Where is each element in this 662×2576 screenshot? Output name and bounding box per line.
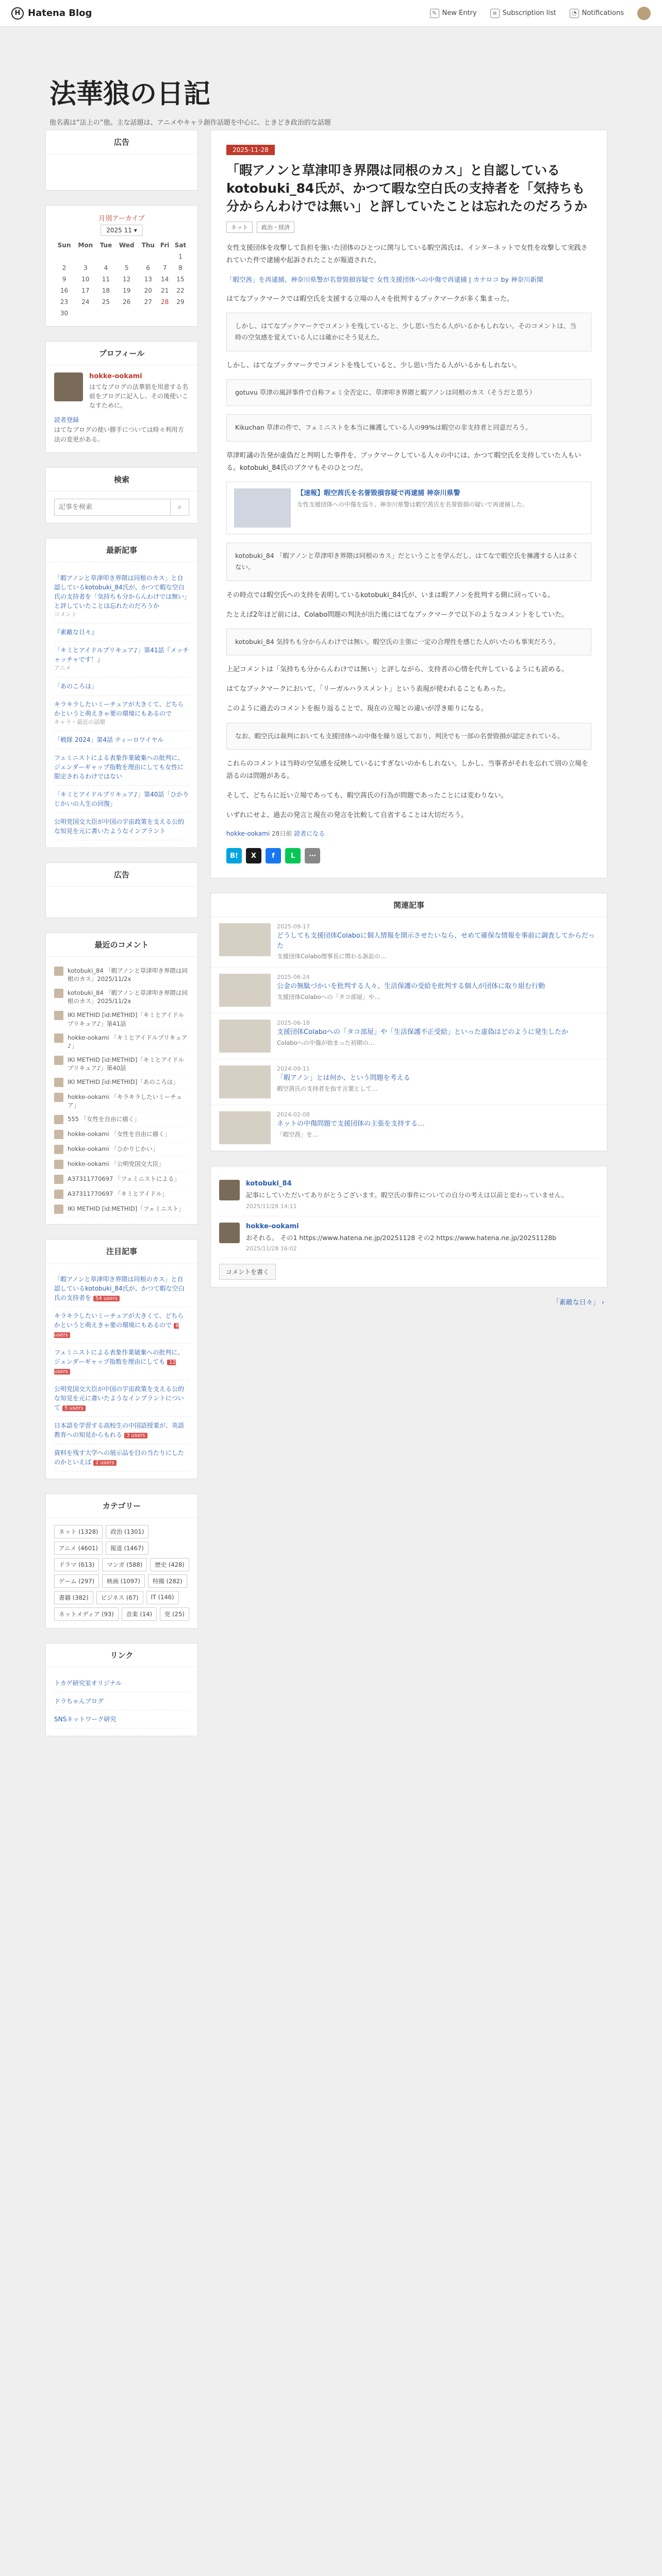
category-chip[interactable]: 党 (25) [160,1607,189,1621]
article [210,130,607,878]
search-input[interactable] [55,499,170,515]
calendar-title: 月別アーカイブ [98,215,145,223]
related-date: 2025-06-24 [277,974,310,981]
blog-description: 他名義は“法上の”他。主な話題は、アニメやキャラ創作話題を中心に、ときどき政治的な話題 [49,119,331,127]
category-chip[interactable]: アニメ (4601) [54,1541,103,1555]
recent-item-title[interactable]: 公明党国交大臣が中国の宇宙政策を支える公的な知見を元に書いたようなインプラント [54,818,185,835]
comments-title: 最近のコメント [46,933,197,957]
calendar-day[interactable]: 2 [62,264,67,272]
featured-title[interactable]: キラキラしたいミーチュアが大きくて、どちらかというと萌えきゃ要の環境にもあるので [54,1312,184,1329]
category-chip[interactable]: ネットメディア (93) [54,1607,119,1621]
related-date: 2025-09-17 [277,923,310,930]
related-title-link[interactable]: 公金の無駄づかいを批判する人々、生活保護の受給を批判する個人が団体に取り組む行動 [277,982,545,991]
recent-item-title[interactable]: 「キミとアイドルプリキュア♪」第41話『メッチャッチャです！』 [54,647,189,664]
next-article-link[interactable]: 「素敵な日々」 › [552,1298,604,1307]
quote-block [226,723,591,750]
featured-title[interactable]: 日本語を学習する高校生の中国語授業が、英語教育への知見からもれる [54,1422,185,1439]
related-item[interactable] [211,1013,607,1059]
subscribe-link[interactable]: 読者登録 [54,416,79,423]
ad-title: 広告 [46,130,197,154]
quote-text: なお、暇空氏は裁判においても支援団体への中傷を繰り返しており、判決でも一部の名誉毀損が認定されている。 [235,732,564,740]
related-desc: 暇空茜氏の支持者を指す言葉として… [277,1084,378,1092]
category-tag[interactable]: 政治・経済 [257,222,294,233]
share-buttons [226,848,591,863]
search-icon[interactable]: ⌕ [170,499,189,515]
commenter-avatar [54,1190,63,1199]
user-avatar[interactable] [637,7,651,20]
quote-block [226,313,591,351]
comment-text[interactable]: kotobuki_84 「暇アノンと草津叩き界隈は同根のカス」2025/11/2x [68,967,188,983]
x-share-icon[interactable]: X [246,848,261,863]
paragraph: はてなブックマークでは暇空氏を支援する立場の人々を批判するブックマークが多く集まった。 [226,295,514,303]
calendar-day [97,308,115,319]
featured-title: 注目記事 [46,1240,197,1263]
commenter-avatar [54,967,63,976]
search-title: 検索 [46,468,197,492]
related-thumbnail [219,974,271,1007]
quote-text: kotobuki_84 気持ちも分からんわけでは無い。暇空氏の主張に一定の合理性を感じた人がいたのも事実だろう。 [235,637,560,646]
commenter-avatar [54,1145,63,1154]
paragraph: そして、どちらに近い立場であっても、暇空茜氏の行為が問題であったことには変わりない。 [226,792,508,800]
bookmark-count-badge[interactable]: 12 users [54,1360,176,1375]
embed-thumbnail [234,488,291,528]
recent-item-meta: キャラ・最近の話題 [54,718,105,725]
calendar-day [138,308,158,319]
bell-icon: ◔ [570,9,579,18]
category-chip[interactable]: ゲーム (297) [54,1574,99,1588]
bookmark-comment [226,543,591,581]
commenter-avatar [54,1160,63,1169]
hatena-logo[interactable] [11,7,92,20]
calendar-day[interactable]: 1 [178,253,183,260]
calendar-day[interactable]: 3 [83,264,88,272]
paragraph: しかし、はてなブックマークでコメントを残していると、少し思い当たる人がいるかもしれない。 [226,361,521,369]
sidebar [45,130,198,1751]
comments-module [45,933,198,1225]
comment [219,1216,599,1259]
comment-date[interactable]: 2025/11/28 16:02 [246,1245,297,1252]
comment-item[interactable] [54,1157,189,1172]
ad-module [45,130,198,191]
calendar-day[interactable]: 14 [161,276,169,283]
calendar-day[interactable]: 11 [102,276,110,283]
calendar-day[interactable]: 21 [161,287,169,294]
list-icon: ≡ [490,9,500,18]
month-select[interactable]: 2025 11 ▾ [101,225,142,236]
recent-item-meta: アニメ [54,665,71,672]
profile-name[interactable]: hokke-ookami [89,372,142,380]
paragraph: はてなブックマークにおいて、「リーガルハラスメント」という表現が使われることもあった。 [226,685,510,693]
calendar-day[interactable]: 13 [144,276,152,283]
related-title-link[interactable]: どうしても支援団体Colaboに個人情報を開示させたいなら、せめて確保な情報を事前に調査してからだった [277,932,595,950]
featured-module [45,1239,198,1479]
calendar-day [138,251,158,262]
calendar-day[interactable]: 5 [124,264,129,272]
calendar-day [97,251,115,262]
paragraph: これらのコメントは当時の空気感を反映しているにすぎないのかもしれない。しかし、当事者がそれを忘れて別の立場を語るのは問題がある。 [226,760,589,781]
calendar-module [45,205,198,327]
related-date: 2025-06-18 [277,1020,310,1027]
calendar-day[interactable]: 23 [60,298,69,306]
calendar-day[interactable]: 29 [176,298,185,306]
related-desc: Colaboへの中傷が始まった初期の… [277,1039,375,1046]
recent-item[interactable] [54,731,189,749]
paragraph: たとえば2年ほど前には、Colabo問題の判決が出た後にはてなブックマークで以下のようなコメントをしていた。 [226,611,569,619]
bookmark-count-badge[interactable]: 8 users [54,1323,179,1338]
weekday-label: Tue [100,242,112,249]
related-section [210,893,607,1151]
blog-title[interactable]: 法華狼の日記 [49,78,211,110]
calendar-day[interactable]: 22 [176,287,185,294]
more-share-icon[interactable]: ⋯ [305,848,320,863]
author-link[interactable]: hokke-ookami [226,830,270,838]
brand-label: Hatena Blog [28,8,92,19]
calendar-table [54,240,189,319]
bookmark-comment [226,379,591,406]
comment-item[interactable] [54,1187,189,1202]
comment-author[interactable]: hokke-ookami [246,1222,299,1230]
related-thumbnail [219,1065,271,1098]
featured-item[interactable] [54,1380,189,1417]
global-header [0,0,662,27]
comment-item[interactable] [54,1172,189,1187]
article-date[interactable]: 2025-11-28 [226,145,275,155]
comment-avatar[interactable] [219,1223,240,1243]
blog-header [0,27,662,130]
commenter-avatar [54,989,63,998]
calendar-day[interactable]: 27 [144,298,152,306]
related-thumbnail [219,1020,271,1053]
related-desc: 支援団体Colaboへの「タコ部屋」や… [277,993,380,1001]
calendar-day[interactable]: 17 [81,287,90,294]
calendar-day[interactable]: 30 [60,310,69,317]
comment-item[interactable] [54,1127,189,1142]
weekday-label: Mon [78,242,93,249]
recent-item-title[interactable]: 「暇アノンと草津叩き界隈は同根のカス」と自認しているkotobuki_84氏が、かつて暇な空白氏の支持者を「気持ちも分からんわけでは無い」と評していたことは忘れたのだろうか [54,574,188,609]
recent-item-meta: コメント [54,611,77,618]
embed-description: 女性支援団体への中傷を巡り、神奈川県警は暇空茜氏を名誉毀損の疑いで再逮捕した。 [297,501,528,509]
links-title: リンク [46,1643,197,1667]
weekday-label: Sat [174,242,187,249]
comment-text[interactable]: hokke-ookami 「キラキラしたいミーチュア」 [68,1093,182,1109]
commenter-avatar [54,1115,63,1124]
recent-module [45,538,198,849]
calendar-day[interactable]: 28 [161,298,169,306]
profile-module [45,341,198,453]
comment-text[interactable]: hokke-ookami 「キミとアイドルプリキュア♪」 [68,1033,188,1049]
bookmark-count-badge[interactable]: 3 users [124,1433,147,1438]
category-chip[interactable]: ビジネス (67) [96,1591,143,1604]
new-entry-link[interactable]: ✎ New Entry [430,7,477,20]
recent-item-title[interactable]: 「戦隊 2024」第4話 ティーロワイヤル [54,736,164,744]
featured-item[interactable] [54,1417,189,1444]
calendar-day[interactable]: 6 [146,264,151,272]
comment [219,1174,599,1216]
bookmark-count-badge[interactable]: 54 users [93,1296,120,1301]
comment-date[interactable]: 2025/11/28 14:11 [246,1202,297,1210]
categories-module [45,1494,198,1629]
related-desc: 「暇空茜」を… [277,1130,319,1138]
related-thumbnail [219,923,271,956]
bookmark-comment [226,629,591,656]
comment-text[interactable]: hokke-ookami 「公明党国交大臣」 [68,1160,164,1168]
recent-item-title[interactable]: 『素敵な日々』 [54,629,98,636]
article-title[interactable]: 「暇アノンと草津叩き界隈は同根のカス」と自認しているkotobuki_84氏が、かつて暇な空白氏の支持者を「気持ちも分からんわけでは無い」と評していたことは忘れたのだろうか [226,163,588,214]
weekday-label: Sun [57,242,71,249]
comment-author[interactable]: kotobuki_84 [246,1180,292,1188]
bookmark-count-badge[interactable]: 5 users [62,1405,86,1411]
recent-item-title[interactable]: フェミニストによる表象作業破棄への批判に、ジェンダーギャップ指数を理由にしても女性に限定されるわけではない [54,754,184,781]
recent-item[interactable] [54,813,189,840]
quote-text: Kikuchan 草津の件で、フェミニストを本当に擁護している人の99%は暇空の非支持者と同意だろう。 [235,423,532,432]
calendar-day[interactable]: 16 [60,287,69,294]
comment-text[interactable]: kotobuki_84 「暇アノンと草津叩き界隈は同根のカス」2025/11/2x [68,989,188,1005]
comment-text[interactable]: hokke-ookami 「ひかりじかい」 [68,1145,159,1153]
calendar-day[interactable]: 15 [176,276,185,283]
calendar-day [74,251,97,262]
comment-text[interactable]: IKI METHID [id:METHID]「あのころは」 [68,1078,179,1086]
related-title-link[interactable]: 「暇アノン」とは何か、という問題を考える [277,1074,410,1082]
paragraph: その時点では暇空氏への支持を表明しているkotobuki_84氏が、いまは暇アノンを批判する側に回っている。 [226,591,555,599]
featured-item[interactable] [54,1444,189,1471]
embed-title[interactable]: 【速報】暇空茜氏を名誉毀損容疑で再逮捕 神奈川県警 [297,489,460,497]
recent-item[interactable] [54,786,189,813]
facebook-share-icon[interactable]: f [266,848,281,863]
links-module [45,1643,198,1736]
featured-item[interactable] [54,1270,189,1307]
recent-item-title[interactable]: 「あのころは」 [54,682,98,690]
commenter-avatar [54,1175,63,1184]
recent-item[interactable] [54,641,189,677]
embed-card[interactable] [226,482,591,534]
paragraph: 草津町議の告発が虚偽だと判明した事件を、ブックマークしている人々の中には、かつて暇空氏を支持していた人もいる。kotobuki_84氏のブクマもそのひとつだ。 [226,451,582,472]
comment-item[interactable] [54,1008,189,1030]
calendar-day[interactable]: 10 [81,276,90,283]
bookmark-comment [226,414,591,442]
news-link[interactable]: 「暇空茜」を再逮捕、神奈川県警が名誉毀損容疑で 女性支援団体への中傷で再逮捕 | カナロコ by 神奈川新聞 [226,276,543,284]
comments-section [210,1166,607,1287]
category-chip[interactable]: 音楽 (14) [122,1607,157,1621]
comment-item[interactable] [54,964,189,986]
featured-title[interactable]: フェミニストによる表象作業破棄への批判に、ジェンダーギャップ指数を理由にしても [54,1349,184,1366]
commenter-avatar [54,1130,63,1139]
comment-text[interactable]: IKI METHID [id:METHID]「フェミニスト」 [68,1205,185,1213]
profile-text: はてなブログの法華狼を用意する名前をブログに記入し、その後使いこなすために。 [89,383,189,409]
calendar-day [158,308,171,319]
calendar-day [74,308,97,319]
related-date: 2024-09-11 [277,1065,310,1073]
comment-text[interactable]: A37311770697 「フェミニストによる」 [68,1175,180,1183]
comment-item[interactable] [54,1112,189,1127]
category-chip[interactable]: 特撮 (282) [148,1574,187,1588]
calendar-day [172,308,189,319]
comment-item[interactable] [54,1031,189,1053]
paragraph: このように過去のコメントを振り返ることで、現在の立場との違いが浮き彫りになる。 [226,705,488,713]
featured-title[interactable]: 資料を残す大学への展示品を目の当たりにしたのかといえば [54,1449,185,1466]
weekday-label: Wed [119,242,135,249]
main-column [210,130,607,1307]
related-title: 関連記事 [211,893,607,917]
profile-title: プロフィール [46,342,197,365]
comment-text[interactable]: A37311770697 「キミとアイドル」 [68,1190,168,1198]
comment-text[interactable]: IKI METHID [id:METHID]「キミとアイドルプリキュア♪」第41話 [68,1011,185,1027]
ad-module-2 [45,862,198,918]
weekday-label: Fri [160,242,170,249]
header-nav [430,7,651,20]
hatena-logo-icon: H [11,7,24,20]
related-item[interactable] [211,1105,607,1151]
recent-item-title[interactable]: 「キミとアイドルプリキュア♪」第40話「ひかりじかいの人生の回復」 [54,791,189,808]
category-chip[interactable]: ドラマ (613) [54,1558,99,1571]
calendar-day [54,251,74,262]
write-comment-button[interactable]: コメントを書く [219,1264,276,1280]
hatena-bookmark-icon[interactable]: B! [226,848,242,863]
quote-text: kotobuki_84 「暇アノンと草津叩き界隈は同根のカス」だということを学んだし、はてなで暇空氏を擁護する人は多くない。 [235,551,578,571]
recent-item[interactable] [54,749,189,786]
subscription-link[interactable]: ≡ Subscription list [490,7,556,20]
categories-title: カテゴリー [46,1494,197,1518]
related-item[interactable] [211,917,607,968]
category-chip[interactable]: IT (146) [146,1591,179,1604]
related-title-link[interactable]: ネットの中傷問題で支援団体の主張を支持する… [277,1120,425,1128]
comment-avatar[interactable] [219,1180,240,1200]
commenter-avatar [54,1056,63,1065]
calendar-day[interactable]: 7 [162,264,167,272]
profile-footer-text: はてなブログの使い勝手については時々利用方法の変更がある。 [54,426,184,444]
comment-text[interactable]: IKI METHID [id:METHID]「キミとアイドルプリキュア♪」第40話 [68,1056,185,1072]
calendar-day [158,251,171,262]
comment-body: 記事にしていただいてありがとうございます。暇空氏の事件についての自分の考えは以前と変わっていません。 [246,1191,568,1199]
commenter-avatar [54,1033,63,1043]
related-date: 2024-02-08 [277,1111,310,1118]
category-chip[interactable]: 政治 (1301) [106,1525,148,1538]
recent-item[interactable] [54,677,189,696]
category-chip[interactable]: 書籍 (382) [54,1591,93,1604]
edit-icon: ✎ [430,9,439,18]
category-tag[interactable]: ネット [226,222,253,233]
recent-item[interactable] [54,623,189,641]
related-desc: 支援団体Colabo理事長に関わる訴訟の… [277,953,387,960]
calendar-day[interactable]: 18 [102,287,110,294]
featured-item[interactable] [54,1344,189,1380]
ad-slot[interactable] [46,154,197,190]
calendar-day[interactable]: 24 [81,298,90,306]
category-chip[interactable]: 報道 (1467) [106,1541,148,1555]
search-module [45,467,198,523]
commenter-avatar [54,1078,63,1087]
paragraph: 上記コメントは「気持ちも分からんわけでは無い」と評しながら、支持者の心情を代弁しているようにも読める。 [226,666,569,674]
profile-avatar[interactable] [54,372,83,401]
weekday-label: Thu [141,242,155,249]
featured-title[interactable]: 公明党国交大臣が中国の宇宙政策を支える公的な知見を元に書いたようなインプラントについて [54,1385,185,1412]
sidebar-link[interactable]: トカゲ研究室オリジナル [54,1674,189,1692]
subscribe-button[interactable]: 読者になる [294,830,325,838]
comment-item[interactable] [54,1142,189,1157]
related-thumbnail [219,1111,271,1144]
ad-title-2: 広告 [46,863,197,887]
notifications-link[interactable]: ◔ Notifications [570,7,624,20]
calendar-day[interactable]: 19 [123,287,131,294]
comment-text[interactable]: 555 「女性を自由に描く」 [68,1115,140,1123]
paragraph: 女性支援団体を攻撃して負担を強いた団体のひとつに関与している暇空茜氏は、インターネットで女性を攻撃して実践されていた件で逮捕や起訴されたことが報道された。 [226,244,588,265]
recent-title: 最新記事 [46,538,197,562]
posted-time[interactable]: 28日前 [271,830,292,838]
related-title-link[interactable]: 支援団体Colaboへの「タコ部屋」や「生活保護不正受給」といった虚偽はどのように発生したか [277,1028,568,1037]
comment-body: おそれる。 その1 https://www.hatena.ne.jp/20251128 その2 https://www.hatena.ne.jp/20251128b [246,1233,556,1242]
ad-slot-2[interactable] [46,887,197,918]
calendar-day[interactable]: 9 [62,276,67,283]
quote-text: gotuvu 草津の風評事件で自称フェミ全否定に、草津叩き界隈と暇アノンは同根のカス（そうだと思う） [235,388,536,396]
commenter-avatar [54,1093,63,1102]
comment-item[interactable] [54,1090,189,1112]
featured-title[interactable]: 「暇アノンと草津叩き界隈は同根のカス」と自認しているkotobuki_84氏が、かつて暇な空白氏の支持者を [54,1276,185,1302]
comment-item[interactable] [54,1202,189,1217]
comment-item[interactable] [54,1053,189,1075]
calendar-day[interactable]: 4 [104,264,108,272]
comment-item[interactable] [54,1075,189,1090]
calendar-day[interactable]: 25 [102,298,110,306]
calendar-day[interactable]: 12 [123,276,131,283]
sidebar-link[interactable]: ドラちゃんブログ [54,1692,189,1710]
calendar-day [115,251,138,262]
commenter-avatar [54,1205,63,1214]
sidebar-link[interactable]: SNSネットワーク研究 [54,1710,189,1728]
related-item[interactable] [211,968,607,1013]
article-footer [226,829,591,838]
paragraph: いずれにせよ、過去の発言と現在の発言を比較して自省することは大切だろう。 [226,811,468,820]
calendar-day[interactable]: 26 [123,298,131,306]
comment-item[interactable] [54,986,189,1008]
line-share-icon[interactable]: L [285,848,301,863]
calendar-day[interactable]: 8 [178,264,183,272]
category-chip[interactable]: ネット (1328) [54,1525,103,1538]
category-chip[interactable]: 映画 (1097) [102,1574,145,1588]
featured-item[interactable] [54,1307,189,1344]
quote-text: しかし、はてなブックマークでコメントを残していると、少し思い当たる人がいるかもしれない。そのコメントは、当時の空気感を覚えている人には確かにそう見えた。 [235,321,576,342]
bookmark-count-badge[interactable]: 2 users [93,1460,117,1466]
recent-item[interactable] [54,569,189,624]
category-chip[interactable]: マンガ (588) [102,1558,147,1571]
calendar-day [115,308,138,319]
recent-item[interactable] [54,696,189,732]
related-item[interactable] [211,1059,607,1105]
recent-item-title[interactable]: キラキラしたいミーチュアが大きくて、どちらかというと萌えきゃ要の環境にもあるので [54,700,184,717]
commenter-avatar [54,1011,63,1020]
calendar-day[interactable]: 20 [144,287,152,294]
category-chip[interactable]: 歴史 (428) [150,1558,189,1571]
comment-text[interactable]: hokke-ookami 「女性を自由に描く」 [68,1130,171,1138]
